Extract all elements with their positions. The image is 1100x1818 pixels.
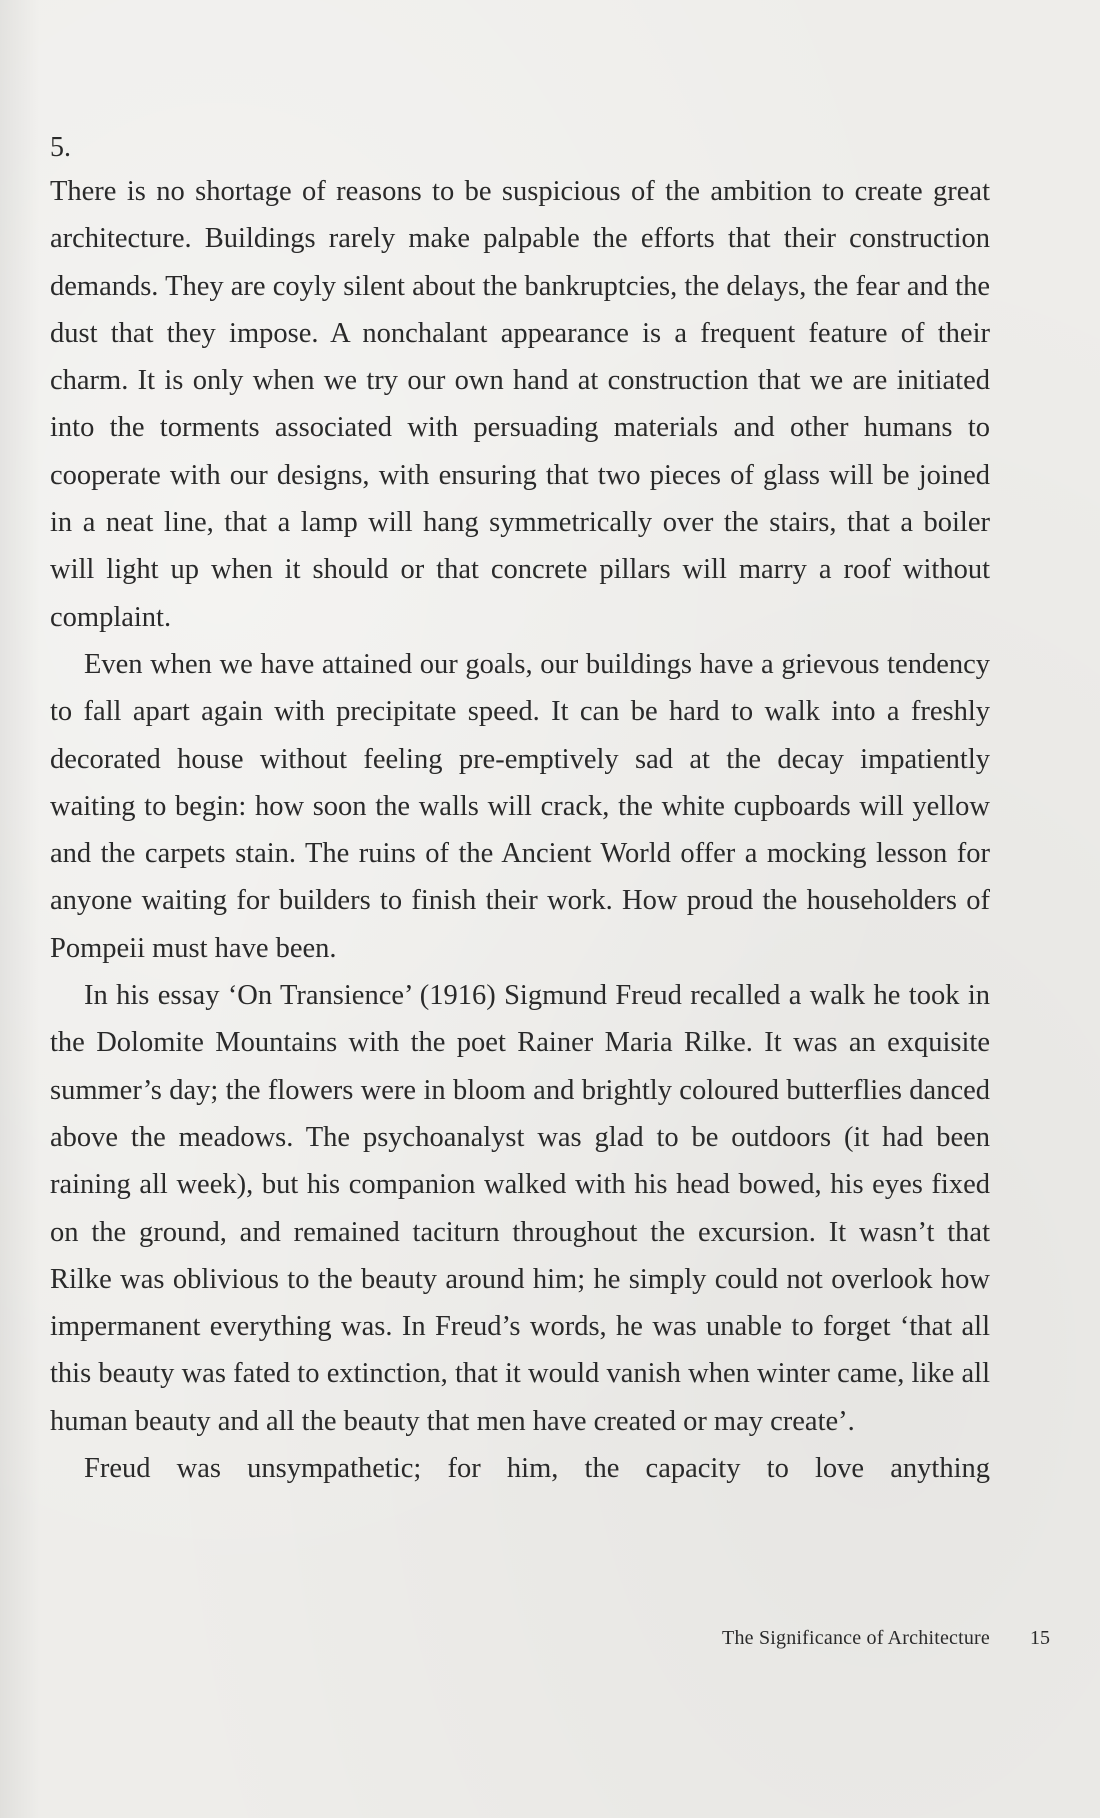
paragraph-1: There is no shortage of reasons to be suspicious of the ambition to create great architecture. Buildings rarely make palpable the efforts that their construction demands. They are coyly silent about the bankruptcies, the delays, the fear and the dust that they impose. A nonchalant appearance is a frequent feature of their charm. It is only when we try our own hand at construction that we are initiated into the torments associated with persuading materials and other humans to cooperate with our designs, with ensuring that two pieces of glass will be joined in a neat line, that a lamp will hang symmetrically over the stairs, that a boiler will light up when it should or that concrete pillars will marry a roof without complaint. xyxy=(50,176,990,633)
gutter-shadow xyxy=(0,0,40,1818)
paragraph-2: Even when we have attained our goals, our buildings have a grievous tendency to fall apart again with precipitate speed. It can be hard to walk into a freshly decorated house without feeling pre-emptively sad at the decay impatiently waiting to begin: how soon the walls will crack, the white cupboards will yellow and the carpets stain. The ruins of the Ancient World offer a mocking lesson for anyone waiting for builders to finish their work. How proud the householders of Pompeii must have been. xyxy=(50,648,990,964)
page-number: 15 xyxy=(1030,1627,1050,1649)
body-text xyxy=(50,128,990,1492)
page-footer xyxy=(0,1620,1100,1660)
paragraph-3: In his essay ‘On Transience’ (1916) Sigmund Freud recalled a walk he took in the Dolomite Mountains with the poet Rainer Maria Rilke. It was an exquisite summer’s day; the flowers were in bloom and brightly coloured butterflies danced above the meadows. The psychoanalyst was glad to be outdoors (it had been raining all week), but his companion walked with his head bowed, his eyes fixed on the ground, and remained taciturn throughout the excursion. It wasn’t that Rilke was oblivious to the beauty around him; he simply could not overlook how impermanent everything was. In Freud’s words, he was unable to forget ‘that all this beauty was fated to extinction, that it would vanish when winter came, like all human beauty and all the beauty that men have created or may create’. xyxy=(50,980,990,1437)
paragraph-4: Freud was unsympathetic; for him, the capacity to love anything xyxy=(84,1453,990,1485)
running-title: The Significance of Architecture xyxy=(722,1627,990,1649)
section-number: 5. xyxy=(50,132,71,163)
